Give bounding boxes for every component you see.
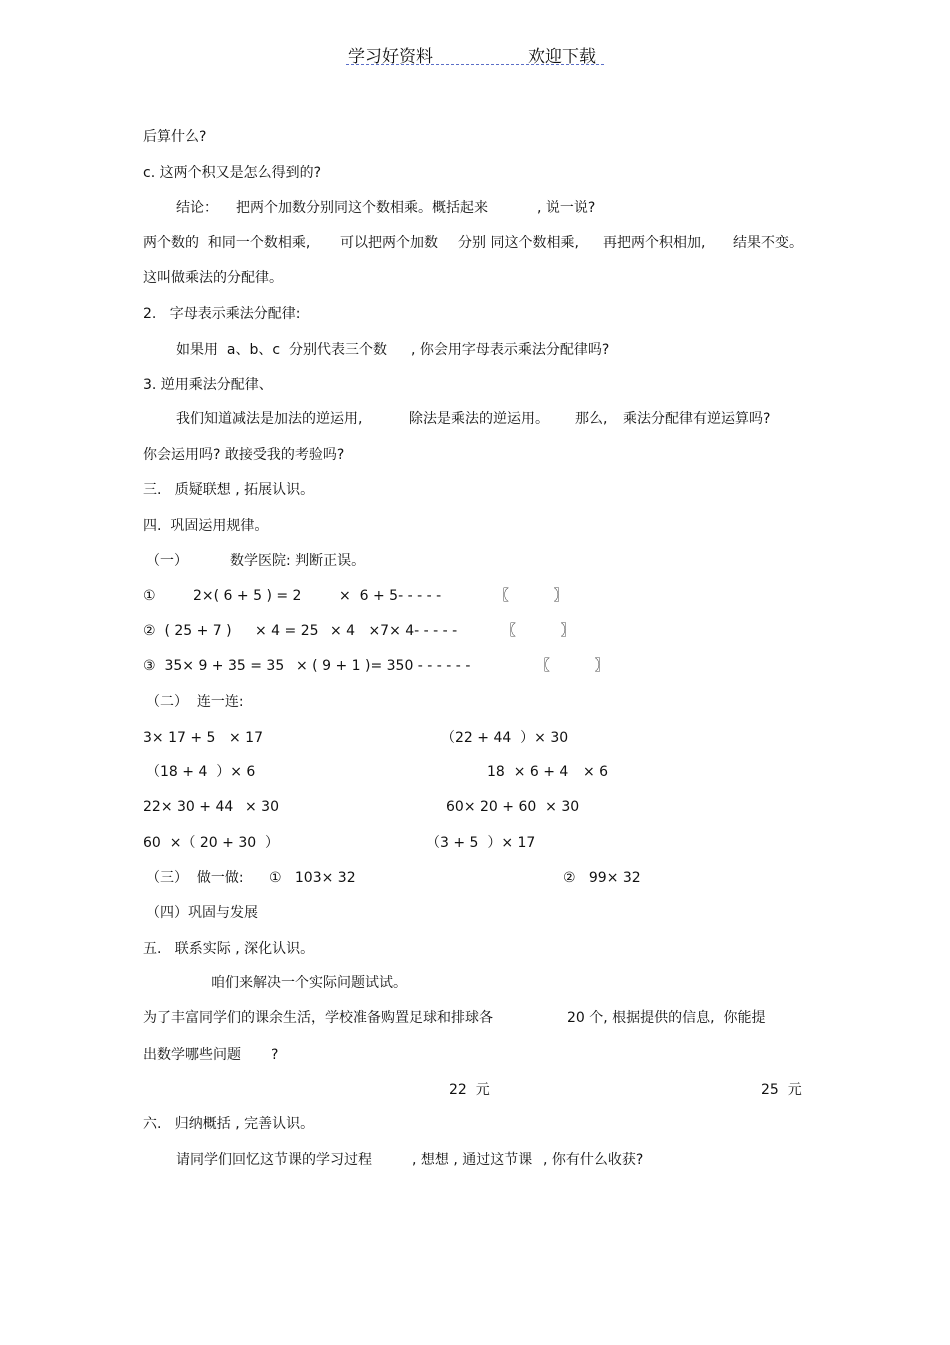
text-line: 那么,	[575, 411, 608, 427]
match-expression: 22× 30 + 44	[143, 799, 234, 815]
match-expression: 60 ×（ 20 + 30 ）	[143, 835, 280, 851]
match-expression: 3× 17 + 5	[143, 730, 216, 746]
conclusion-label: 结论：	[176, 200, 218, 216]
equation: × 4 ×7× 4- - - - -	[330, 623, 458, 639]
text-line: , 你有什么收获?	[543, 1152, 644, 1168]
text-line: 出数学哪些问题	[143, 1047, 241, 1063]
text-line: 把两个加数分别同这个数相乘。概括起来	[236, 200, 488, 216]
text-line: 再把两个积相加,	[603, 235, 706, 251]
equation: 2×( 6 + 5 ) = 2	[193, 588, 302, 604]
equation: × 6 + 5- - - - -	[339, 588, 442, 604]
text-line: 这叫做乘法的分配律。	[143, 270, 283, 286]
match-expression: 18 × 6 + 4	[487, 764, 569, 780]
text-line: 你会运用吗? 敢接受我的考验吗?	[143, 447, 345, 463]
match-expression: （22 + 44 ）× 30	[441, 730, 569, 746]
price-label: 25 元	[761, 1082, 802, 1098]
text-line: ?	[271, 1047, 279, 1063]
text-line: 可以把两个加数	[340, 235, 438, 251]
page-header	[346, 40, 604, 65]
answer-brackets: 〖 〗	[502, 623, 575, 639]
header-right-text: 欢迎下载	[528, 47, 596, 67]
question-number: ①	[143, 588, 156, 604]
subsection-label: （一）	[146, 553, 188, 569]
section-heading: 2. 字母表示乘法分配律:	[143, 306, 301, 322]
section-heading: 五. 联系实际 , 深化认识。	[143, 941, 315, 957]
match-expression: × 30	[245, 799, 279, 815]
text-line: 20 个, 根据提供的信息, 你能提	[567, 1010, 766, 1026]
price-label: 22 元	[449, 1082, 490, 1098]
text-line: 除法是乘法的逆运用。	[409, 411, 549, 427]
match-expression: × 6	[583, 764, 609, 780]
text-line: 为了丰富同学们的课余生活，学校准备购置足球和排球各	[143, 1010, 493, 1026]
subsection-title: （三） 做一做:	[146, 870, 244, 886]
subsection-title: （四）巩固与发展	[146, 905, 258, 921]
answer-brackets: 〖 〗	[495, 588, 568, 604]
exercise: ② 99× 32	[563, 870, 641, 886]
text-line: 咱们来解决一个实际问题试试。	[211, 975, 407, 991]
equation: ③ 35× 9 + 35 = 35	[143, 658, 285, 674]
text-line: 后算什么?	[143, 129, 207, 145]
match-expression: （3 + 5 ）× 17	[426, 835, 536, 851]
section-heading: 3. 逆用乘法分配律、	[143, 377, 273, 393]
answer-brackets: 〖 〗	[536, 658, 609, 674]
text-line: 乘法分配律有逆运算吗?	[623, 411, 771, 427]
exercise: ① 103× 32	[269, 870, 356, 886]
text-line: 请同学们回忆这节课的学习过程	[176, 1152, 372, 1168]
text-line: 如果用 a、b、c 分别代表三个数	[176, 342, 387, 358]
equation: × ( 9 + 1 )= 350 - - - - - -	[296, 658, 471, 674]
text-line: , 你会用字母表示乘法分配律吗?	[411, 342, 610, 358]
equation: ② ( 25 + 7 )	[143, 623, 232, 639]
header-left-text: 学习好资料	[348, 47, 433, 67]
match-expression: × 17	[229, 730, 263, 746]
section-heading: 三. 质疑联想 , 拓展认识。	[143, 482, 315, 498]
text-line: , 说一说?	[537, 200, 596, 216]
text-line: 结果不变。	[733, 235, 803, 251]
match-expression: 60× 20 + 60 × 30	[446, 799, 580, 815]
section-heading: 四. 巩固运用规律。	[143, 518, 269, 534]
subsection-title: 数学医院: 判断正误。	[230, 553, 366, 569]
match-expression: （18 + 4 ）× 6	[146, 764, 256, 780]
text-line: 我们知道减法是加法的逆运用,	[176, 411, 363, 427]
text-line: 分别 同这个数相乘,	[458, 235, 579, 251]
equation: × 4 = 25	[255, 623, 319, 639]
text-line: , 想想 , 通过这节课	[412, 1152, 533, 1168]
text-line: c. 这两个积又是怎么得到的?	[143, 165, 322, 181]
section-heading: 六. 归纳概括 , 完善认识。	[143, 1116, 315, 1132]
subsection-title: （二） 连一连:	[146, 694, 244, 710]
text-line: 两个数的 和同一个数相乘,	[143, 235, 311, 251]
